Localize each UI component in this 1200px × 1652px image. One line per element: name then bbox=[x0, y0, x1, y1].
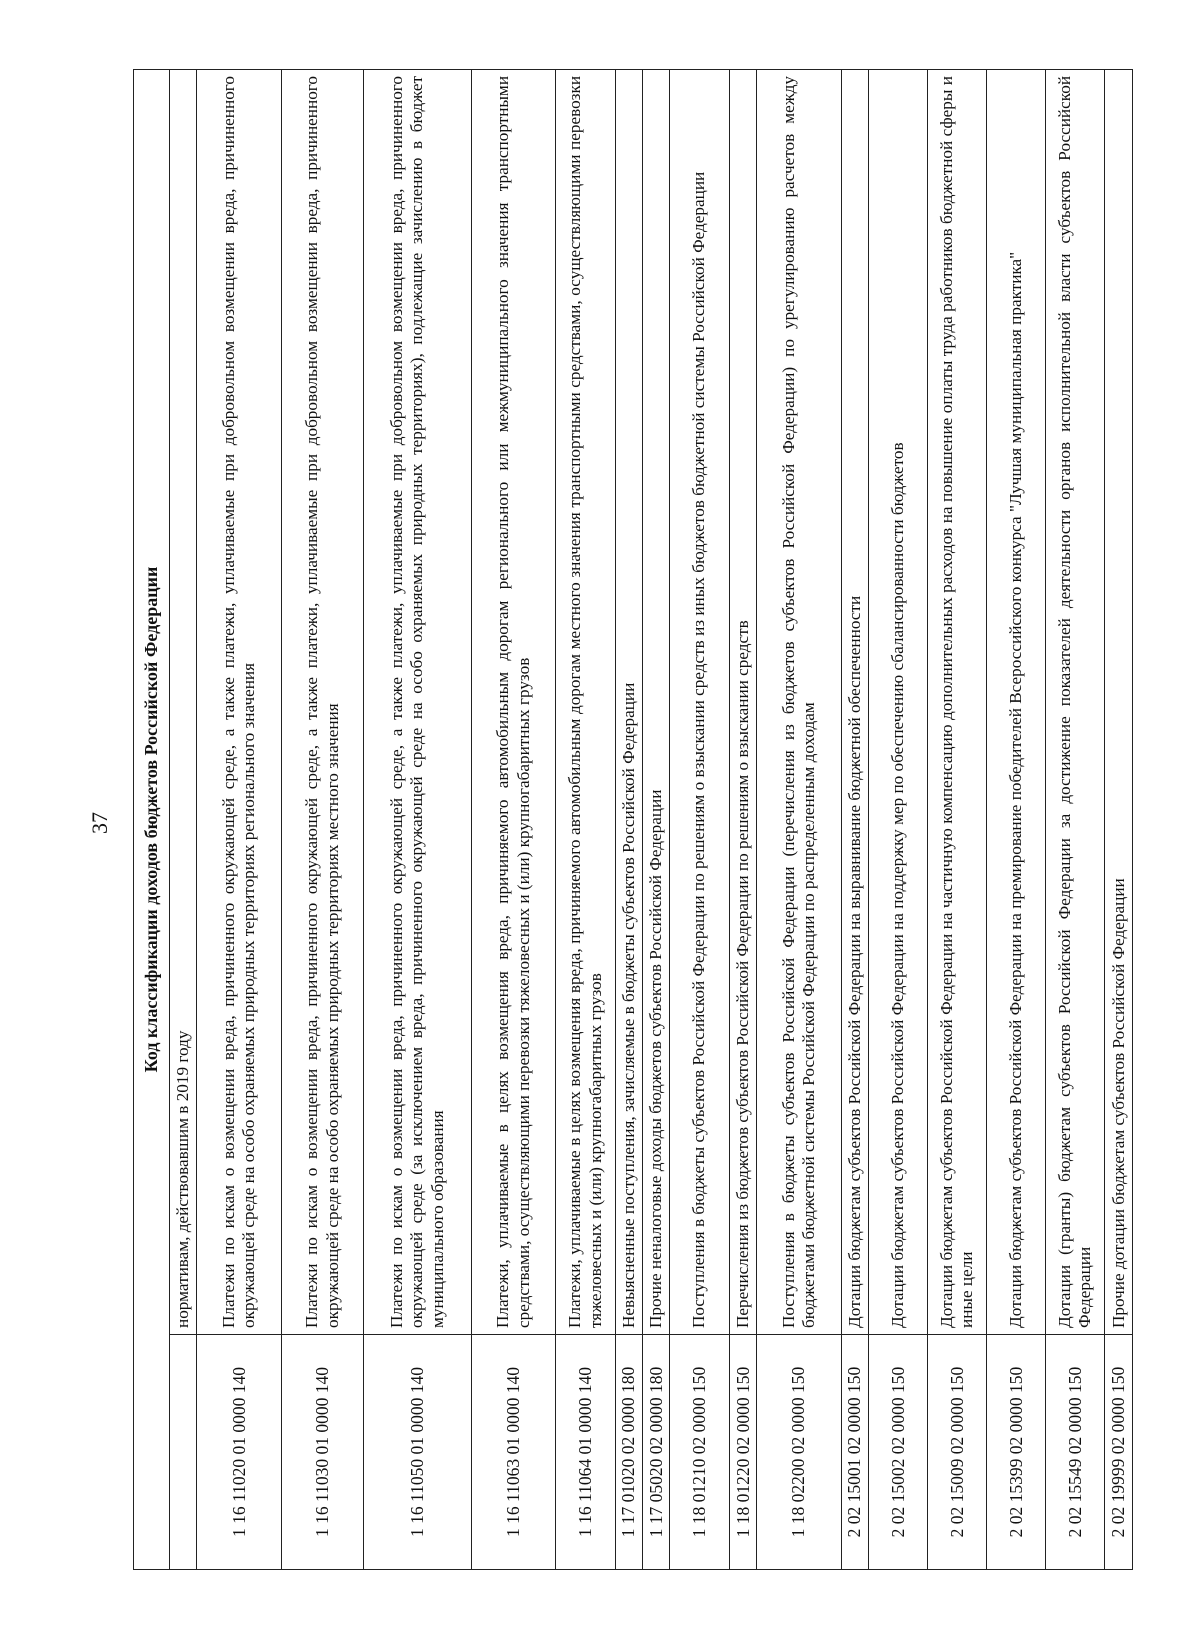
row-description: Прочие неналоговые доходы бюджетов субъектов Российской Федерации bbox=[643, 69, 670, 1334]
row-description: Дотации бюджетам субъектов Российской Федерации на частичную компенсацию дополнительных расходов на повышение оплаты труда работников бюджетной сферы и иные цели bbox=[928, 69, 987, 1334]
table-row bbox=[615, 69, 642, 1569]
table-row bbox=[556, 69, 615, 1569]
row-description: Поступления в бюджеты субъектов Российской Федерации (перечисления из бюджетов субъектов Российской Федерации) по урегулированию расчетов между бюджетами бюджетной системы Российской Федерации по распределенным доходам bbox=[757, 69, 841, 1334]
table-header-row bbox=[134, 69, 170, 1569]
row-code: 2 02 15002 02 0000 150 bbox=[868, 1335, 927, 1570]
row-description: Перечисления из бюджетов субъектов Российской Федерации по решениям о взыскании средств bbox=[729, 69, 756, 1334]
table-row bbox=[841, 69, 868, 1569]
row-code: 1 16 11050 01 0000 140 bbox=[364, 1335, 472, 1570]
table-row bbox=[1105, 69, 1133, 1569]
row-description: Платежи по искам о возмещении вреда, причиненного окружающей среде, а также платежи, уплачиваемые при добровольном возмещении вреда, причиненного окружающей среде на особо охраняемых природных территориях регионального значения bbox=[197, 69, 281, 1334]
table-row bbox=[170, 69, 197, 1569]
row-description: Платежи по искам о возмещении вреда, причиненного окружающей среде, а также платежи, уплачиваемые при добровольном возмещении вреда, причиненного окружающей среде (за исключением вреда, причиненного окружающей среде на особо охраняемых природных территориях), подлежащие зачислению в бюджет муниципального образования bbox=[364, 69, 472, 1334]
row-description: Платежи по искам о возмещении вреда, причиненного окружающей среде, а также платежи, уплачиваемые при добровольном возмещении вреда, причиненного окружающей среде на особо охраняемых природных территориях местного значения bbox=[281, 69, 363, 1334]
row-code: 1 18 02200 02 0000 150 bbox=[757, 1335, 841, 1570]
classification-table bbox=[133, 69, 1133, 1570]
row-code: 1 18 01220 02 0000 150 bbox=[729, 1335, 756, 1570]
table-row bbox=[197, 69, 281, 1569]
row-description: Дотации бюджетам субъектов Российской Федерации на выравнивание бюджетной обеспеченности bbox=[841, 69, 868, 1334]
row-code: 2 02 15399 02 0000 150 bbox=[987, 1335, 1046, 1570]
row-code: 1 16 11030 01 0000 140 bbox=[281, 1335, 363, 1570]
table-row bbox=[928, 69, 987, 1569]
table-row bbox=[670, 69, 729, 1569]
page-number: 37 bbox=[87, 812, 112, 834]
table-row bbox=[281, 69, 363, 1569]
table-row bbox=[643, 69, 670, 1569]
row-code: 2 02 19999 02 0000 150 bbox=[1105, 1335, 1133, 1570]
row-description: Платежи, уплачиваемые в целях возмещения вреда, причиняемого автомобильным дорогам местного значения транспортными средствами, осуществляющими перевозки тяжеловесных и (или) крупногабаритных грузов bbox=[556, 69, 615, 1334]
row-code: 1 17 05020 02 0000 180 bbox=[643, 1335, 670, 1570]
table-row bbox=[757, 69, 841, 1569]
row-description: нормативам, действовавшим в 2019 году bbox=[170, 69, 197, 1334]
row-code: 1 16 11020 01 0000 140 bbox=[197, 1335, 281, 1570]
row-description: Дотации бюджетам субъектов Российской Федерации на премирование победителей Всероссийского конкурса "Лучшая муниципальная практика" bbox=[987, 69, 1046, 1334]
row-code bbox=[170, 1335, 197, 1570]
row-description: Дотации (гранты) бюджетам субъектов Российской Федерации за достижение показателей деятельности органов исполнительной власти субъектов Российской Федерации bbox=[1046, 69, 1105, 1334]
table-row bbox=[729, 69, 756, 1569]
rotated-page bbox=[133, 70, 1133, 1570]
table-row bbox=[868, 69, 927, 1569]
row-description: Прочие дотации бюджетам субъектов Российской Федерации bbox=[1105, 69, 1133, 1334]
row-description: Поступления в бюджеты субъектов Российской Федерации по решениям о взыскании средств из иных бюджетов бюджетной системы Российской Федерации bbox=[670, 69, 729, 1334]
row-code: 1 16 11063 01 0000 140 bbox=[471, 1335, 555, 1570]
row-code: 1 17 01020 02 0000 180 bbox=[615, 1335, 642, 1570]
row-code: 2 02 15001 02 0000 150 bbox=[841, 1335, 868, 1570]
table-row bbox=[1046, 69, 1105, 1569]
row-code: 1 16 11064 01 0000 140 bbox=[556, 1335, 615, 1570]
table-row bbox=[471, 69, 555, 1569]
row-description: Дотации бюджетам субъектов Российской Федерации на поддержку мер по обеспечению сбалансированности бюджетов bbox=[868, 69, 927, 1334]
row-description: Невыясненные поступления, зачисляемые в бюджеты субъектов Российской Федерации bbox=[615, 69, 642, 1334]
row-description: Платежи, уплачиваемые в целях возмещения вреда, причиняемого автомобильным дорогам регионального или межмуниципального значения транспортными средствами, осуществляющими перевозки тяжеловесных и (или) крупногабаритных грузов bbox=[471, 69, 555, 1334]
row-code: 2 02 15549 02 0000 150 bbox=[1046, 1335, 1105, 1570]
table-header-title: Код классификации доходов бюджетов Российской Федерации bbox=[134, 69, 170, 1569]
row-code: 1 18 01210 02 0000 150 bbox=[670, 1335, 729, 1570]
row-code: 2 02 15009 02 0000 150 bbox=[928, 1335, 987, 1570]
table-row bbox=[987, 69, 1046, 1569]
table-row bbox=[364, 69, 472, 1569]
